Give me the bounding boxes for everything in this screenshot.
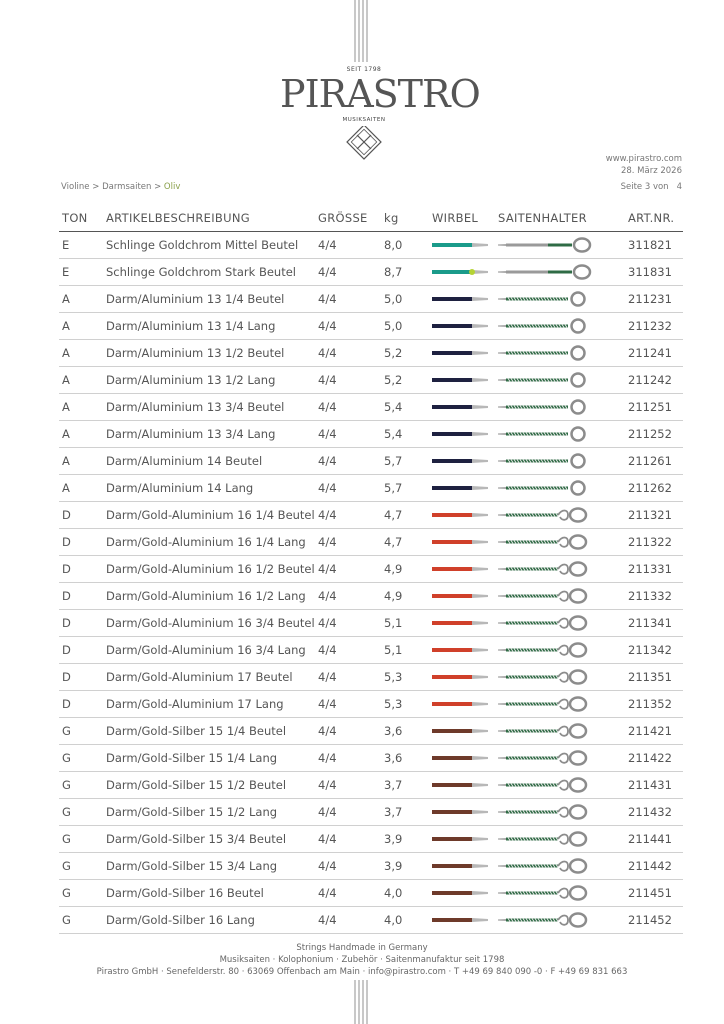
wirbel-color-icon — [432, 888, 492, 898]
cell-wirbel — [432, 367, 498, 394]
cell-saitenhalter — [498, 286, 628, 313]
cell-kg: 8,0 — [384, 232, 432, 259]
footer — [0, 942, 724, 978]
table-row — [59, 826, 683, 853]
wirbel-color-icon — [432, 267, 492, 277]
cell-ton: A — [59, 340, 106, 367]
cell-description: Darm/Aluminium 13 1/4 Beutel — [106, 286, 318, 313]
cell-artnr: 211321 — [628, 502, 683, 529]
cell-kg: 3,7 — [384, 772, 432, 799]
cell-ton: G — [59, 880, 106, 907]
cell-description: Darm/Gold-Silber 15 3/4 Lang — [106, 853, 318, 880]
breadcrumb-item-oliv: Oliv — [163, 182, 181, 192]
table-row — [59, 475, 683, 502]
cell-kg: 4,9 — [384, 556, 432, 583]
cell-ton: D — [59, 637, 106, 664]
cell-ton: D — [59, 556, 106, 583]
cell-saitenhalter — [498, 232, 628, 259]
saitenhalter-icon — [498, 668, 592, 686]
cell-kg: 3,7 — [384, 799, 432, 826]
cell-kg: 5,7 — [384, 448, 432, 475]
breadcrumb-item-violine[interactable]: Violine — [61, 182, 90, 192]
table-row — [59, 421, 683, 448]
cell-description: Darm/Gold-Aluminium 16 3/4 Beutel — [106, 610, 318, 637]
wirbel-color-icon — [432, 402, 492, 412]
cell-wirbel — [432, 745, 498, 772]
saitenhalter-icon — [498, 722, 592, 740]
cell-description: Darm/Aluminium 13 3/4 Lang — [106, 421, 318, 448]
cell-groesse: 4/4 — [318, 367, 384, 394]
cell-ton: D — [59, 610, 106, 637]
cell-wirbel — [432, 475, 498, 502]
wirbel-color-icon — [432, 672, 492, 682]
cell-artnr: 211251 — [628, 394, 683, 421]
cell-artnr: 211341 — [628, 610, 683, 637]
wirbel-color-icon — [432, 456, 492, 466]
wirbel-color-icon — [432, 915, 492, 925]
cell-wirbel — [432, 718, 498, 745]
footer-address: Pirastro GmbH · Senefelderstr. 80 · 63069 Offenbach am Main · info@pirastro.com · T +49 69 840 090 -0 · F +49 69 831 663 — [96, 967, 628, 977]
cell-ton: E — [59, 259, 106, 286]
saitenhalter-icon — [498, 344, 592, 362]
saitenhalter-icon — [498, 614, 592, 632]
cell-saitenhalter — [498, 664, 628, 691]
cell-groesse: 4/4 — [318, 826, 384, 853]
cell-artnr: 211422 — [628, 745, 683, 772]
cell-wirbel — [432, 853, 498, 880]
cell-artnr: 211262 — [628, 475, 683, 502]
cell-artnr: 311821 — [628, 232, 683, 259]
cell-kg: 5,0 — [384, 313, 432, 340]
cell-ton: D — [59, 502, 106, 529]
cell-groesse: 4/4 — [318, 637, 384, 664]
cell-saitenhalter — [498, 529, 628, 556]
cell-description: Darm/Aluminium 13 3/4 Beutel — [106, 394, 318, 421]
logo-since-text: SEIT 1798 — [346, 66, 382, 73]
cell-wirbel — [432, 772, 498, 799]
cell-description: Darm/Gold-Silber 15 1/2 Beutel — [106, 772, 318, 799]
cell-ton: A — [59, 421, 106, 448]
cell-saitenhalter — [498, 421, 628, 448]
col-header-artikel: ARTIKELBESCHREIBUNG — [106, 204, 318, 232]
saitenhalter-icon — [498, 452, 592, 470]
cell-artnr: 211331 — [628, 556, 683, 583]
table-row — [59, 394, 683, 421]
saitenhalter-icon — [498, 857, 592, 875]
saitenhalter-icon — [498, 506, 592, 524]
cell-description: Darm/Gold-Silber 15 3/4 Beutel — [106, 826, 318, 853]
saitenhalter-icon — [498, 236, 592, 254]
cell-kg: 5,0 — [384, 286, 432, 313]
cell-artnr: 211432 — [628, 799, 683, 826]
wirbel-color-icon — [432, 861, 492, 871]
cell-kg: 4,9 — [384, 583, 432, 610]
breadcrumb — [61, 182, 180, 192]
page-total: 4 — [676, 182, 682, 192]
pirastro-logo — [280, 66, 480, 166]
wirbel-color-icon — [432, 375, 492, 385]
logo-emblem-icon — [342, 126, 386, 164]
cell-wirbel — [432, 799, 498, 826]
cell-groesse: 4/4 — [318, 313, 384, 340]
breadcrumb-item-darmsaiten[interactable]: Darmsaiten — [102, 182, 152, 192]
table-row — [59, 637, 683, 664]
col-header-kg: kg — [384, 204, 432, 232]
cell-artnr: 211231 — [628, 286, 683, 313]
cell-saitenhalter — [498, 745, 628, 772]
cell-kg: 5,4 — [384, 421, 432, 448]
cell-groesse: 4/4 — [318, 718, 384, 745]
saitenhalter-icon — [498, 830, 592, 848]
cell-kg: 4,0 — [384, 880, 432, 907]
cell-artnr: 211332 — [628, 583, 683, 610]
table-row — [59, 880, 683, 907]
cell-wirbel — [432, 880, 498, 907]
wirbel-color-icon — [432, 321, 492, 331]
table-row — [59, 799, 683, 826]
cell-groesse: 4/4 — [318, 907, 384, 934]
saitenhalter-icon — [498, 290, 592, 308]
cell-artnr: 211241 — [628, 340, 683, 367]
cell-saitenhalter — [498, 718, 628, 745]
footer-products: Musiksaiten · Kolophonium · Zubehör · Saitenmanufaktur seit 1798 — [219, 955, 505, 965]
cell-description: Darm/Gold-Silber 16 Lang — [106, 907, 318, 934]
cell-ton: D — [59, 529, 106, 556]
cell-kg: 5,7 — [384, 475, 432, 502]
cell-saitenhalter — [498, 313, 628, 340]
table-row — [59, 340, 683, 367]
wirbel-color-icon — [432, 726, 492, 736]
saitenhalter-icon — [498, 776, 592, 794]
cell-saitenhalter — [498, 907, 628, 934]
table-row — [59, 664, 683, 691]
table-row — [59, 610, 683, 637]
wirbel-color-icon — [432, 780, 492, 790]
cell-kg: 5,2 — [384, 340, 432, 367]
cell-kg: 3,9 — [384, 826, 432, 853]
cell-saitenhalter — [498, 637, 628, 664]
cell-artnr: 211442 — [628, 853, 683, 880]
table-row — [59, 529, 683, 556]
saitenhalter-icon — [498, 317, 592, 335]
cell-wirbel — [432, 313, 498, 340]
cell-kg: 5,3 — [384, 664, 432, 691]
table-row — [59, 772, 683, 799]
cell-wirbel — [432, 286, 498, 313]
cell-groesse: 4/4 — [318, 232, 384, 259]
cell-ton: D — [59, 664, 106, 691]
cell-wirbel — [432, 421, 498, 448]
cell-wirbel — [432, 610, 498, 637]
cell-wirbel — [432, 664, 498, 691]
website-text: www.pirastro.com — [605, 154, 682, 164]
cell-artnr: 211431 — [628, 772, 683, 799]
cell-wirbel — [432, 637, 498, 664]
cell-kg: 5,3 — [384, 691, 432, 718]
saitenhalter-icon — [498, 749, 592, 767]
col-header-saitenhalter: SAITENHALTER — [498, 204, 628, 232]
saitenhalter-icon — [498, 425, 592, 443]
cell-ton: A — [59, 367, 106, 394]
cell-groesse: 4/4 — [318, 286, 384, 313]
cell-saitenhalter — [498, 880, 628, 907]
cell-groesse: 4/4 — [318, 691, 384, 718]
cell-wirbel — [432, 826, 498, 853]
cell-kg: 4,7 — [384, 529, 432, 556]
cell-description: Darm/Gold-Aluminium 16 1/4 Lang — [106, 529, 318, 556]
cell-kg: 5,1 — [384, 637, 432, 664]
cell-artnr: 211342 — [628, 637, 683, 664]
product-table — [59, 204, 683, 934]
table-row — [59, 907, 683, 934]
wirbel-color-icon — [432, 645, 492, 655]
cell-description: Darm/Gold-Aluminium 16 1/4 Beutel — [106, 502, 318, 529]
cell-saitenhalter — [498, 772, 628, 799]
cell-description: Darm/Gold-Aluminium 17 Lang — [106, 691, 318, 718]
table-row — [59, 313, 683, 340]
cell-groesse: 4/4 — [318, 799, 384, 826]
cell-saitenhalter — [498, 691, 628, 718]
cell-description: Darm/Aluminium 13 1/2 Lang — [106, 367, 318, 394]
cell-description: Darm/Aluminium 13 1/4 Lang — [106, 313, 318, 340]
saitenhalter-icon — [498, 479, 592, 497]
wirbel-color-icon — [432, 240, 492, 250]
cell-groesse: 4/4 — [318, 556, 384, 583]
cell-ton: G — [59, 826, 106, 853]
table-header-row — [59, 204, 683, 232]
cell-groesse: 4/4 — [318, 475, 384, 502]
wirbel-color-icon — [432, 618, 492, 628]
cell-wirbel — [432, 583, 498, 610]
saitenhalter-icon — [498, 371, 592, 389]
cell-wirbel — [432, 691, 498, 718]
saitenhalter-icon — [498, 884, 592, 902]
wirbel-color-icon — [432, 699, 492, 709]
table-row — [59, 259, 683, 286]
wirbel-color-icon — [432, 807, 492, 817]
cell-saitenhalter — [498, 475, 628, 502]
cell-description: Schlinge Goldchrom Stark Beutel — [106, 259, 318, 286]
wirbel-color-icon — [432, 429, 492, 439]
cell-saitenhalter — [498, 610, 628, 637]
cell-wirbel — [432, 529, 498, 556]
saitenhalter-icon — [498, 263, 592, 281]
decorative-strings-top — [353, 0, 369, 62]
cell-saitenhalter — [498, 583, 628, 610]
cell-description: Darm/Gold-Silber 16 Beutel — [106, 880, 318, 907]
cell-artnr: 311831 — [628, 259, 683, 286]
cell-groesse: 4/4 — [318, 448, 384, 475]
cell-saitenhalter — [498, 259, 628, 286]
saitenhalter-icon — [498, 803, 592, 821]
cell-saitenhalter — [498, 367, 628, 394]
cell-ton: A — [59, 313, 106, 340]
cell-saitenhalter — [498, 826, 628, 853]
wirbel-color-icon — [432, 510, 492, 520]
table-row — [59, 367, 683, 394]
page-label: Seite 3 von — [620, 182, 669, 192]
cell-wirbel — [432, 448, 498, 475]
cell-description: Darm/Gold-Silber 15 1/4 Lang — [106, 745, 318, 772]
cell-ton: D — [59, 691, 106, 718]
cell-saitenhalter — [498, 340, 628, 367]
cell-groesse: 4/4 — [318, 853, 384, 880]
wirbel-color-icon — [432, 348, 492, 358]
cell-groesse: 4/4 — [318, 583, 384, 610]
table-row — [59, 691, 683, 718]
cell-saitenhalter — [498, 556, 628, 583]
cell-artnr: 211441 — [628, 826, 683, 853]
table-row — [59, 583, 683, 610]
footer-tagline: Strings Handmade in Germany — [296, 943, 428, 953]
table-row — [59, 718, 683, 745]
saitenhalter-icon — [498, 641, 592, 659]
cell-groesse: 4/4 — [318, 610, 384, 637]
cell-kg: 4,0 — [384, 907, 432, 934]
cell-kg: 4,7 — [384, 502, 432, 529]
cell-wirbel — [432, 394, 498, 421]
header-meta — [606, 153, 682, 177]
col-header-ton: TON — [59, 204, 106, 232]
saitenhalter-icon — [498, 560, 592, 578]
cell-description: Schlinge Goldchrom Mittel Beutel — [106, 232, 318, 259]
decorative-strings-bottom — [353, 980, 369, 1024]
cell-artnr: 211261 — [628, 448, 683, 475]
wirbel-color-icon — [432, 753, 492, 763]
page-indicator — [617, 182, 682, 192]
cell-kg: 3,6 — [384, 745, 432, 772]
cell-description: Darm/Gold-Silber 15 1/2 Lang — [106, 799, 318, 826]
cell-wirbel — [432, 502, 498, 529]
cell-wirbel — [432, 556, 498, 583]
cell-groesse: 4/4 — [318, 421, 384, 448]
cell-wirbel — [432, 232, 498, 259]
cell-kg: 3,9 — [384, 853, 432, 880]
cell-description: Darm/Aluminium 14 Lang — [106, 475, 318, 502]
cell-artnr: 211352 — [628, 691, 683, 718]
cell-artnr: 211242 — [628, 367, 683, 394]
cell-description: Darm/Gold-Silber 15 1/4 Beutel — [106, 718, 318, 745]
cell-kg: 8,7 — [384, 259, 432, 286]
saitenhalter-icon — [498, 398, 592, 416]
saitenhalter-icon — [498, 911, 592, 929]
cell-saitenhalter — [498, 502, 628, 529]
cell-ton: G — [59, 745, 106, 772]
table-row — [59, 745, 683, 772]
logo-subtitle: MUSIKSAITEN — [342, 117, 386, 123]
cell-saitenhalter — [498, 799, 628, 826]
cell-groesse: 4/4 — [318, 502, 384, 529]
cell-description: Darm/Gold-Aluminium 16 1/2 Lang — [106, 583, 318, 610]
date-text: 28. März 2026 — [620, 166, 682, 176]
cell-ton: G — [59, 907, 106, 934]
wirbel-color-icon — [432, 537, 492, 547]
cell-kg: 5,4 — [384, 394, 432, 421]
cell-description: Darm/Aluminium 14 Beutel — [106, 448, 318, 475]
cell-kg: 5,1 — [384, 610, 432, 637]
cell-kg: 5,2 — [384, 367, 432, 394]
cell-saitenhalter — [498, 853, 628, 880]
cell-groesse: 4/4 — [318, 340, 384, 367]
cell-groesse: 4/4 — [318, 745, 384, 772]
wirbel-color-icon — [432, 483, 492, 493]
cell-artnr: 211252 — [628, 421, 683, 448]
cell-groesse: 4/4 — [318, 529, 384, 556]
wirbel-color-icon — [432, 564, 492, 574]
cell-description: Darm/Gold-Aluminium 17 Beutel — [106, 664, 318, 691]
cell-ton: A — [59, 394, 106, 421]
cell-groesse: 4/4 — [318, 880, 384, 907]
cell-ton: A — [59, 475, 106, 502]
cell-artnr: 211322 — [628, 529, 683, 556]
cell-ton: G — [59, 853, 106, 880]
cell-groesse: 4/4 — [318, 259, 384, 286]
cell-saitenhalter — [498, 394, 628, 421]
table-row — [59, 286, 683, 313]
cell-artnr: 211452 — [628, 907, 683, 934]
cell-artnr: 211451 — [628, 880, 683, 907]
cell-ton: G — [59, 718, 106, 745]
saitenhalter-icon — [498, 587, 592, 605]
cell-kg: 3,6 — [384, 718, 432, 745]
cell-ton: G — [59, 799, 106, 826]
cell-ton: A — [59, 286, 106, 313]
cell-groesse: 4/4 — [318, 394, 384, 421]
logo-wordmark: PIRASTRO — [280, 72, 480, 116]
table-row — [59, 502, 683, 529]
cell-ton: A — [59, 448, 106, 475]
cell-groesse: 4/4 — [318, 664, 384, 691]
cell-artnr: 211421 — [628, 718, 683, 745]
cell-saitenhalter — [498, 448, 628, 475]
table-row — [59, 556, 683, 583]
cell-wirbel — [432, 259, 498, 286]
col-header-artnr: ART.NR. — [628, 204, 683, 232]
cell-ton: D — [59, 583, 106, 610]
table-row — [59, 448, 683, 475]
cell-wirbel — [432, 340, 498, 367]
breadcrumb-sep: > — [89, 182, 103, 192]
saitenhalter-icon — [498, 533, 592, 551]
saitenhalter-icon — [498, 695, 592, 713]
cell-groesse: 4/4 — [318, 772, 384, 799]
cell-wirbel — [432, 907, 498, 934]
cell-description: Darm/Gold-Aluminium 16 3/4 Lang — [106, 637, 318, 664]
breadcrumb-sep: > — [151, 182, 164, 192]
col-header-groesse: GRÖSSE — [318, 204, 384, 232]
table-row — [59, 853, 683, 880]
wirbel-color-icon — [432, 591, 492, 601]
wirbel-color-icon — [432, 294, 492, 304]
cell-artnr: 211232 — [628, 313, 683, 340]
table-row — [59, 232, 683, 259]
col-header-wirbel: WIRBEL — [432, 204, 498, 232]
cell-description: Darm/Gold-Aluminium 16 1/2 Beutel — [106, 556, 318, 583]
wirbel-color-icon — [432, 834, 492, 844]
cell-artnr: 211351 — [628, 664, 683, 691]
cell-description: Darm/Aluminium 13 1/2 Beutel — [106, 340, 318, 367]
cell-ton: E — [59, 232, 106, 259]
cell-ton: G — [59, 772, 106, 799]
